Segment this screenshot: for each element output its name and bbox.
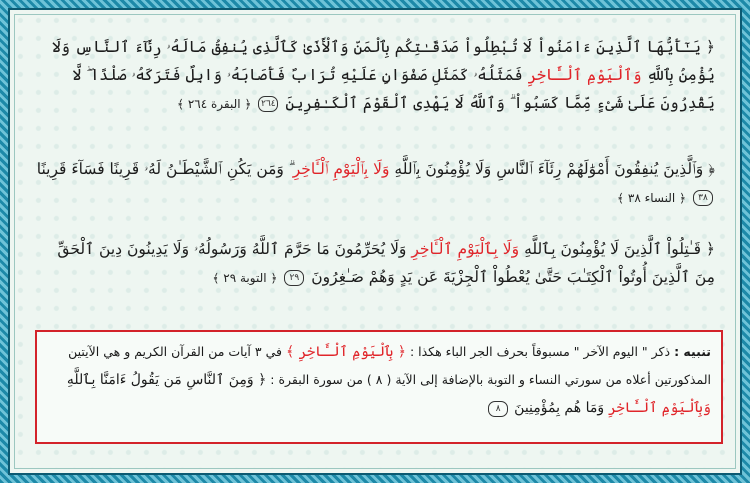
note-body: في ٣ آيات من القرآن الكريم و هي الآيتين المذكورتين أعلاه من سورتي النساء و التوبة بالإضافة إلى الآية ( ٨ ) من سورة البقرة : <box>68 344 711 387</box>
verse-highlight: وَلَا بِٱلْيَوْمِ ٱلْـَٔاخِرِ <box>292 160 390 178</box>
verse-reference: ﴿ التوبة ٢٩ ﴾ <box>212 271 278 285</box>
note-highlight: ﴿ بِٱلْيَوْمِ ٱلْـَٔاخِرِ ﴾ <box>285 344 406 360</box>
verse-text: ﴿ قَـٰتِلُواْ ٱلَّذِينَ لَا يُؤْمِنُونَ بِٱللَّهِ <box>524 240 715 258</box>
verse-text: ۗ وَمَن يَكُنِ ٱلشَّيْطَـٰنُ لَهُۥ قَرِينًا فَسَآءَ قَرِينًا <box>36 160 289 178</box>
verse-text: ﴿ وَٱلَّذِينَ يُنفِقُونَ أَمْوَٰلَهُمْ رِئَآءَ ٱلنَّاسِ وَلَا يُؤْمِنُونَ بِٱللَّهِ <box>394 160 715 178</box>
verse-reference: ﴿ البقرة ٢٦٤ ﴾ <box>177 97 252 111</box>
verse-reference: ﴿ النساء ٣٨ ﴾ <box>617 191 687 205</box>
verse-highlight: وَٱلْيَوْمِ ٱلْـَٔاخِرِ <box>527 66 642 84</box>
note-text <box>47 338 711 422</box>
note-box <box>35 330 723 444</box>
ayah-number-marker: ٢٦٤ <box>258 96 278 112</box>
note-quote: ﴿ وَمِنَ ٱلنَّاسِ مَن يَقُولُ ءَامَنَّا بِٱللَّهِ <box>66 372 267 388</box>
ayah-number-marker: ٨ <box>488 401 508 417</box>
ayah-number-marker: ٣٨ <box>693 190 713 206</box>
note-label: تنبيه : <box>674 344 711 359</box>
verse-text: فَمَثَلُهُۥ كَمَثَلِ صَفْوَانٍ عَلَيْهِ تُرَابٌ فَأَصَابَهُۥ وَابِلٌ فَتَرَكَهُۥ صَلْدًا ۖ لَّا يَقْدِرُونَ عَلَىٰ شَىْءٍ مِّمَّا كَسَبُواْ ۗ وَٱللَّهُ لَا يَهْدِى ٱلْقَوْمَ ٱلْكَـٰفِرِينَ <box>72 66 715 112</box>
verse-highlight: وَلَا بِٱلْيَوْمِ ٱلْـَٔاخِرِ <box>411 240 520 258</box>
verse-tawbah-29 <box>35 235 715 292</box>
note-quote-end: وَمَا هُم بِمُؤْمِنِينَ <box>514 400 605 416</box>
note-intro: ذكر " اليوم الآخر " مسبوقاً بحرف الجر الباء هكذا : <box>409 344 671 359</box>
ayah-number-marker: ٢٩ <box>284 270 304 286</box>
verse-text: ﴿ يَـٰٓأَيُّهَا ٱلَّذِينَ ءَامَنُواْ لَا تُبْطِلُواْ صَدَقَـٰتِكُم بِٱلْمَنِّ وَٱلْأَذَىٰ كَٱلَّذِى يُنفِقُ مَالَهُۥ رِئَآءَ ٱلنَّاسِ وَلَا يُؤْمِنُ بِٱللَّهِ <box>51 38 715 84</box>
verse-text: وَلَا يُحَرِّمُونَ مَا حَرَّمَ ٱللَّهُ وَرَسُولُهُۥ وَلَا يَدِينُونَ دِينَ ٱلْحَقِّ مِنَ ٱلَّذِينَ أُوتُواْ ٱلْكِتَـٰبَ حَتَّىٰ يُعْطُواْ ٱلْجِزْيَةَ عَن يَدٍ وَهُمْ صَـٰغِرُونَ <box>57 240 715 286</box>
verse-nisa-38 <box>35 155 715 212</box>
note-quote-highlight: وَبِٱلْيَوْمِ ٱلْـَٔاخِرِ <box>608 400 711 416</box>
page-content <box>14 14 736 469</box>
verse-baqarah-264 <box>35 33 715 118</box>
